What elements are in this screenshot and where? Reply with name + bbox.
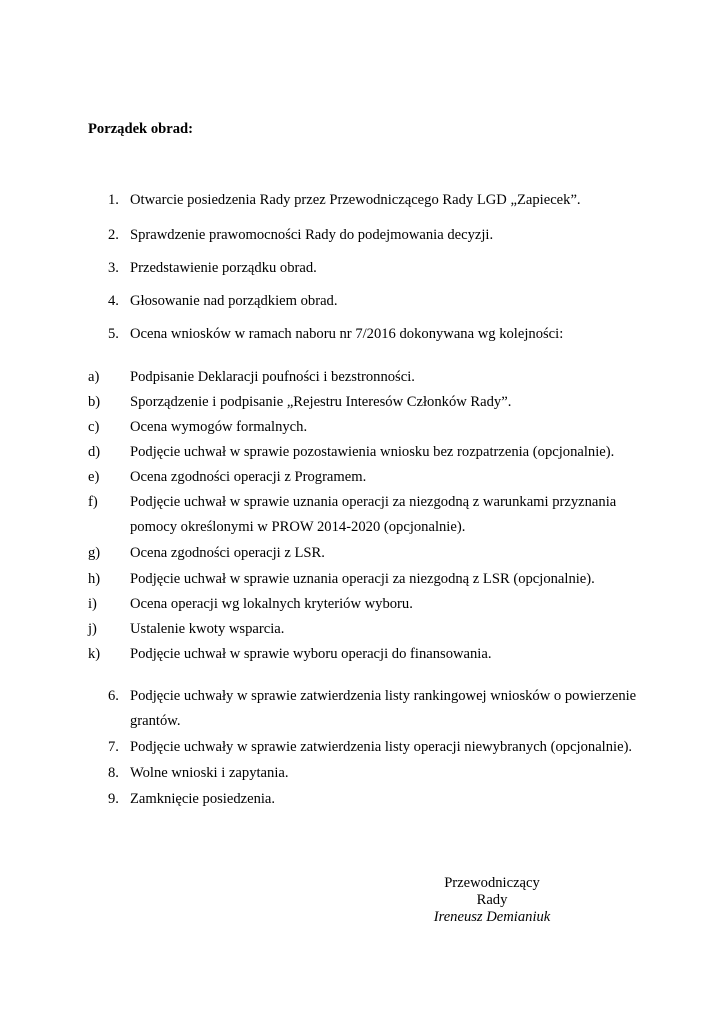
item-text: Przedstawienie porządku obrad. xyxy=(130,260,317,276)
sub-item-letter: j) xyxy=(88,621,97,637)
item-text-continued: grantów. xyxy=(130,713,181,729)
item-number: 5. xyxy=(108,326,119,342)
item-text: Głosowanie nad porządkiem obrad. xyxy=(130,293,338,309)
sub-item-letter: g) xyxy=(88,545,101,561)
sub-item-letter: c) xyxy=(88,419,100,435)
sub-item-text: Sporządzenie i podpisanie „Rejestru Interesów Członków Rady”. xyxy=(130,394,512,410)
item-number: 1. xyxy=(108,192,119,208)
signature-name: Ireneusz Demianiuk xyxy=(433,909,551,925)
item-number: 6. xyxy=(108,688,119,704)
sub-item-letter: b) xyxy=(88,394,101,410)
item-text: Podjęcie uchwały w sprawie zatwierdzenia listy operacji niewybranych (opcjonalnie). xyxy=(130,739,633,755)
sub-item-text: Podpisanie Deklaracji poufności i bezstronności. xyxy=(130,369,415,385)
signature-role: Przewodniczący Rady xyxy=(444,875,540,908)
sub-item-text: Podjęcie uchwał w sprawie uznania operacji za niezgodną z LSR (opcjonalnie). xyxy=(130,571,595,587)
sub-item-text: Ocena zgodności operacji z Programem. xyxy=(130,469,367,485)
item-number: 9. xyxy=(108,791,119,807)
item-text: Sprawdzenie prawomocności Rady do podejmowania decyzji. xyxy=(130,227,494,243)
item-text: Otwarcie posiedzenia Rady przez Przewodniczącego Rady LGD „Zapiecek”. xyxy=(130,192,581,208)
item-number: 4. xyxy=(108,293,119,309)
sub-item-letter: h) xyxy=(88,571,101,587)
agenda-heading: Porządek obrad: xyxy=(88,121,193,137)
sub-item-letter: d) xyxy=(88,444,101,460)
item-text: Wolne wnioski i zapytania. xyxy=(130,765,289,781)
sub-item-text: Ocena zgodności operacji z LSR. xyxy=(130,545,325,561)
sub-item-text: Ocena operacji wg lokalnych kryteriów wyboru. xyxy=(130,596,413,612)
sub-item-text: Podjęcie uchwał w sprawie uznania operacji za niezgodną z warunkami przyznania xyxy=(130,494,617,510)
item-text: Ocena wniosków w ramach naboru nr 7/2016 dokonywana wg kolejności: xyxy=(130,326,564,342)
item-number: 8. xyxy=(108,765,119,781)
sub-item-letter: k) xyxy=(88,646,101,662)
sub-item-letter: a) xyxy=(88,369,100,385)
sub-item-text: Ocena wymogów formalnych. xyxy=(130,419,308,435)
item-number: 2. xyxy=(108,227,119,243)
sub-item-text: Podjęcie uchwał w sprawie pozostawienia wniosku bez rozpatrzenia (opcjonalnie). xyxy=(130,444,615,460)
sub-item-text-continued: pomocy określonymi w PROW 2014-2020 (opcjonalnie). xyxy=(130,519,466,535)
sub-item-letter: e) xyxy=(88,469,100,485)
sub-item-text: Ustalenie kwoty wsparcia. xyxy=(130,621,285,637)
item-number: 7. xyxy=(108,739,119,755)
sub-item-letter: f) xyxy=(88,494,98,510)
item-text: Podjęcie uchwały w sprawie zatwierdzenia listy rankingowej wniosków o powierzenie xyxy=(130,688,637,704)
sub-item-letter: i) xyxy=(88,596,97,612)
item-number: 3. xyxy=(108,260,119,276)
signature-block xyxy=(430,875,554,926)
item-text: Zamknięcie posiedzenia. xyxy=(130,791,276,807)
sub-item-text: Podjęcie uchwał w sprawie wyboru operacji do finansowania. xyxy=(130,646,492,662)
